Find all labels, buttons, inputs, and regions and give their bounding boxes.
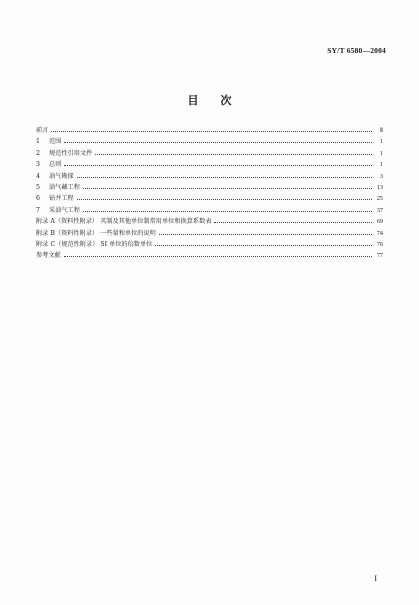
toc-entry-page: 3: [379, 172, 383, 180]
toc-entry-number: 7: [36, 206, 40, 214]
toc-entry-label: 油气藏工程: [49, 183, 80, 191]
toc-leader: [51, 131, 372, 132]
toc-entry-appendix-a[interactable]: [36, 216, 383, 227]
toc-leader: [64, 165, 372, 166]
toc-entry-page: 69: [376, 218, 383, 226]
toc-entry-page: 1: [379, 138, 383, 146]
toc-entry-7[interactable]: [36, 205, 383, 216]
toc-entry-label: 范围: [49, 138, 62, 146]
toc-entry-label: 附录 C（规范性附录） SI 单位的倍数单位: [36, 240, 153, 248]
toc-leader: [77, 177, 372, 178]
toc-leader: [83, 188, 372, 189]
toc-leader: [77, 199, 372, 200]
toc-entry-page: 74: [376, 229, 383, 237]
toc-entry-page: 1: [379, 149, 383, 157]
toc-title: [0, 92, 419, 108]
toc-entry-page: 13: [376, 183, 383, 191]
toc-leader: [64, 256, 372, 257]
toc-entry-label: 附录 A（资料性附录） 英制及其他单位制常用单位和换算系数表: [36, 218, 212, 226]
toc-entry-references[interactable]: [36, 250, 383, 261]
toc-entry-appendix-b[interactable]: [36, 228, 383, 239]
toc-entry-page: 76: [376, 240, 383, 248]
toc-entry-number: 1: [36, 138, 40, 146]
toc-entry-4[interactable]: [36, 171, 383, 182]
toc-entry-label: 附录 B（资料性附录） 一些量和单位的说明: [36, 229, 156, 237]
toc-entry-label: 油气勘探: [49, 172, 74, 180]
toc-entry-page: 77: [376, 252, 383, 260]
table-of-contents: [36, 125, 383, 262]
toc-leader: [159, 234, 372, 235]
toc-entry-appendix-c[interactable]: [36, 239, 383, 250]
toc-entry-label: 采油气工程: [49, 206, 80, 214]
toc-title-char-2: 次: [220, 94, 232, 107]
toc-entry-page: 25: [376, 195, 383, 203]
toc-entry-page: 37: [376, 206, 383, 214]
toc-entry-2[interactable]: [36, 148, 383, 159]
toc-entry-page: Ⅱ: [379, 127, 383, 134]
toc-leader: [95, 154, 372, 155]
toc-leader: [64, 142, 372, 143]
toc-entry-label: 总则: [49, 161, 62, 169]
standard-code: SY/T 6580—2004: [327, 46, 386, 55]
toc-entry-page: 1: [379, 161, 383, 169]
toc-entry-number: 2: [36, 149, 40, 157]
toc-entry-3[interactable]: [36, 159, 383, 170]
toc-entry-5[interactable]: [36, 182, 383, 193]
toc-entry-label: 前言: [36, 127, 49, 134]
toc-entry-number: 5: [36, 183, 40, 191]
toc-entry-foreword[interactable]: [36, 125, 383, 136]
toc-entry-number: 3: [36, 161, 40, 169]
toc-leader: [214, 222, 372, 223]
toc-leader: [83, 211, 372, 212]
toc-entry-label: 参考文献: [36, 252, 61, 260]
toc-entry-1[interactable]: [36, 136, 383, 147]
toc-leader: [155, 245, 372, 246]
toc-entry-number: 6: [36, 195, 40, 203]
toc-entry-label: 规范性引用文件: [49, 149, 93, 157]
toc-entry-6[interactable]: [36, 193, 383, 204]
toc-entry-label: 钻井工程: [49, 195, 74, 203]
page-number: I: [374, 574, 377, 583]
toc-title-char-1: 目: [187, 94, 199, 107]
toc-entry-number: 4: [36, 172, 40, 180]
